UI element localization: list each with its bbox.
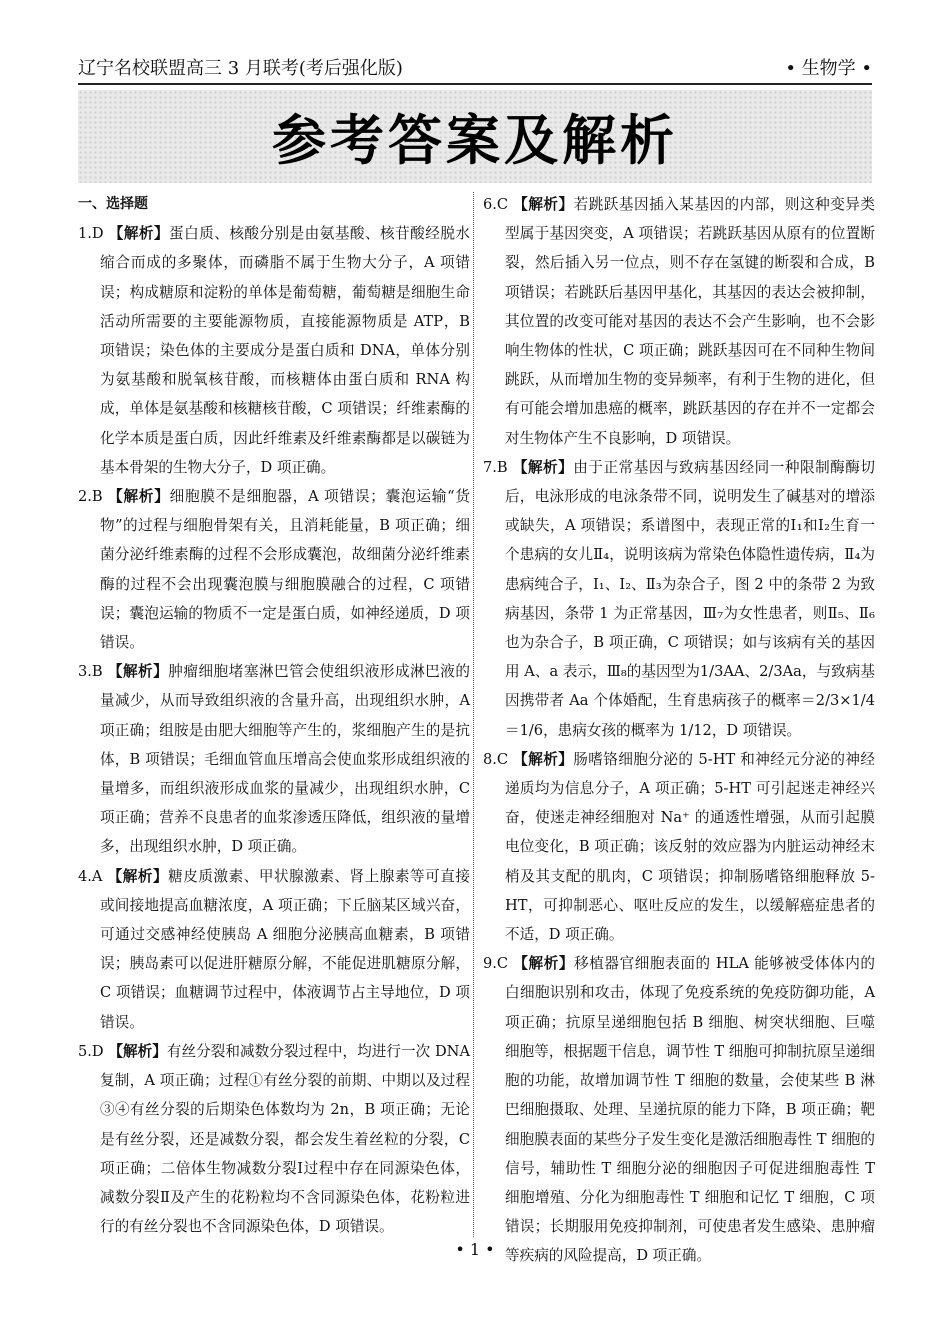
item-number: 4.A: [78, 867, 103, 885]
banner-title: 参考答案及解析: [272, 109, 678, 172]
answer-item-2: [78, 482, 470, 657]
answer-item-9: [483, 949, 875, 1270]
right-column: [483, 190, 875, 1271]
analysis-tag: 【解析】: [107, 867, 169, 885]
section-title: 一、选择题: [78, 196, 148, 212]
item-number: 3.B: [78, 663, 103, 681]
item-text: 有丝分裂和减数分裂过程中，均进行一次 DNA 复制，A 项正确；过程①有丝分裂的前期、中期以及过程③④有丝分裂的后期染色体数均为 2n，B 项正确；无论是有丝分裂，还是减数分裂，都会发生着丝粒的分裂，C 项正确；二倍体生物减数分裂Ⅰ过程中存在同源染色体，减数分裂Ⅱ及产生的花粉粒均不含同源染色体，花粉粒进行的有丝分裂也不含同源染色体，D 项错误。: [100, 1042, 470, 1236]
page-number: • 1 •: [455, 1240, 495, 1259]
item-text: 肠嗜铬细胞分泌的 5-HT 和神经元分泌的神经递质均为信息分子，A 项正确；5-HT 可引起迷走神经兴奋，使迷走神经细胞对 Na⁺ 的通透性增强，从而引起膜电位变化，B 项正确；该反射的效应器为内脏运动神经末梢及其支配的肌肉，C 项错误；抑制肠嗜铬细胞释放 5-HT，可抑制恶心、呕吐反应的发生，以缓解癌症患者的不适，D 项正确。: [505, 750, 875, 944]
answer-item-4: [78, 862, 470, 1037]
answer-item-5: [78, 1037, 470, 1241]
item-text: 细胞膜不是细胞器，A 项错误；囊泡运输“货物”的过程与细胞骨架有关，且消耗能量，B 项正确；细菌分泌纤维素酶的过程不会形成囊泡，故细菌分泌纤维素酶的过程不会出现囊泡膜与细胞膜融合的过程，C 项错误；囊泡运输的物质不一定是蛋白质，如神经递质，D 项错误。: [100, 488, 470, 652]
answer-item-7: [483, 453, 875, 745]
answer-item-8: [483, 745, 875, 949]
analysis-tag: 【解析】: [108, 225, 170, 243]
item-number: 7.B: [483, 458, 508, 476]
left-column: [78, 190, 470, 1241]
analysis-tag: 【解析】: [513, 955, 575, 973]
answer-item-3: [78, 657, 470, 861]
analysis-tag: 【解析】: [108, 488, 170, 506]
item-text: 由于正常基因与致病基因经同一种限制酶酶切后，电泳形成的电泳条带不同，说明发生了碱基对的增添或缺失，A 项错误；系谱图中，表现正常的Ⅰ₁和Ⅰ₂生育一个患病的女儿Ⅱ₄，说明该病为常染色体隐性遗传病，Ⅱ₄为患病纯合子，Ⅰ₁、Ⅰ₂、Ⅱ₃为杂合子，图 2 中的条带 2 为致病基因，条带 1 为正常基因，Ⅲ₇为女性患者，则Ⅱ₅、Ⅱ₆也为杂合子，B 项正确，C 项错误；如与该病有关的基因用 A、a 表示，Ⅲ₈的基因型为1/3AA、2/3Aa，与致病基因携带者 Aa 个体婚配，生育患病孩子的概率＝2/3×1/4＝1/6，患病女孩的概率为 1/12，D 项错误。: [505, 458, 875, 739]
item-text: 肿瘤细胞堵塞淋巴管会使组织液形成淋巴液的量减少，从而导致组织液的含量升高，出现组织水肿，A 项正确；组胺是由肥大细胞等产生的，浆细胞产生的是抗体，B 项错误；毛细血管血压增高会使血浆形成组织液的量增多，而组织液形成血浆的量减少，出现组织水肿，C 项正确；营养不良患者的血浆渗透压降低，组织液的量增多，出现组织水肿，D 项正确。: [100, 663, 470, 856]
item-number: 6.C: [483, 196, 509, 213]
item-number: 5.D: [78, 1042, 104, 1060]
title-banner: [78, 90, 872, 183]
answer-item-1: [78, 219, 470, 482]
analysis-tag: 【解析】: [108, 1042, 167, 1060]
subject-label: • 生物学 •: [785, 58, 872, 79]
answer-item-6: [483, 190, 875, 453]
page-header: [78, 50, 872, 85]
exam-title: 辽宁名校联盟高三 3 月联考(考后强化版): [78, 58, 403, 79]
item-text: 糖皮质激素、甲状腺激素、肾上腺素等可直接或间接地提高血糖浓度，A 项正确；下丘脑某区域兴奋，可通过交感神经使胰岛 A 细胞分泌胰高血糖素，B 项错误；胰岛素可以促进肝糖原分解，不能促进肌糖原分解，C 项错误；血糖调节过程中，体液调节占主导地位，D 项错误。: [100, 867, 470, 1031]
item-number: 1.D: [78, 225, 104, 243]
item-text: 蛋白质、核酸分别是由氨基酸、核苷酸经脱水缩合而成的多聚体，而磷脂不属于生物大分子，A 项错误；构成糖原和淀粉的单体是葡萄糖，葡萄糖是细胞生命活动所需要的主要能源物质，直接能源物质是 ATP，B 项错误；染色体的主要成分是蛋白质和 DNA，单体分别为氨基酸和脱氧核苷酸，而核糖体由蛋白质和 RNA 构成，单体是氨基酸和核糖核苷酸，C 项错误；纤维素酶的化学本质是蛋白质，因此纤维素及纤维素酶都是以碳链为基本骨架的生物大分子，D 项正确。: [100, 225, 470, 476]
item-number: 9.C: [483, 955, 509, 973]
column-divider: [473, 192, 474, 1237]
analysis-tag: 【解析】: [107, 663, 169, 681]
analysis-tag: 【解析】: [512, 458, 574, 476]
item-number: 8.C: [483, 750, 509, 768]
item-text: 移植器官细胞表面的 HLA 能够被受体体内的白细胞识别和攻击，体现了免疫系统的免疫防御功能，A 项正确；抗原呈递细胞包括 B 细胞、树突状细胞、巨噬细胞等，根据题干信息，调节性 T 细胞可抑制抗原呈递细胞的功能，故增加调节性 T 细胞的数量，会使某些 B 淋巴细胞摄取、处理、呈递抗原的能力下降，B 项正确；靶细胞膜表面的某些分子发生变化是激活细胞毒性 T 细胞的信号，辅助性 T 细胞分泌的细胞因子可促进细胞毒性 T 细胞增殖、分化为细胞毒性 T 细胞和记忆 T 细胞，C 项错误；长期服用免疫抑制剂，可使患者发生感染、患肿瘤等疾病的风险提高，D 项正确。: [505, 955, 875, 1265]
item-text: 若跳跃基因插入某基因的内部，则这种变异类型属于基因突变，A 项错误；若跳跃基因从原有的位置断裂，然后插入另一位点，则不存在氢键的断裂和合成，B 项错误；若跳跃后基因甲基化，其基因的表达会被抑制，其位置的改变可能对基因的表达不会产生影响，也不会影响生物体的性状，C 项正确；跳跃基因可在不同种生物间跳跃，从而增加生物的变异频率，有利于生物的进化，但有可能会增加患癌的概率，跳跃基因的存在并不一定都会对生物体产生不良影响，D 项错误。: [505, 196, 875, 447]
item-number: 2.B: [78, 488, 103, 506]
analysis-tag: 【解析】: [513, 196, 574, 213]
analysis-tag: 【解析】: [513, 750, 574, 768]
